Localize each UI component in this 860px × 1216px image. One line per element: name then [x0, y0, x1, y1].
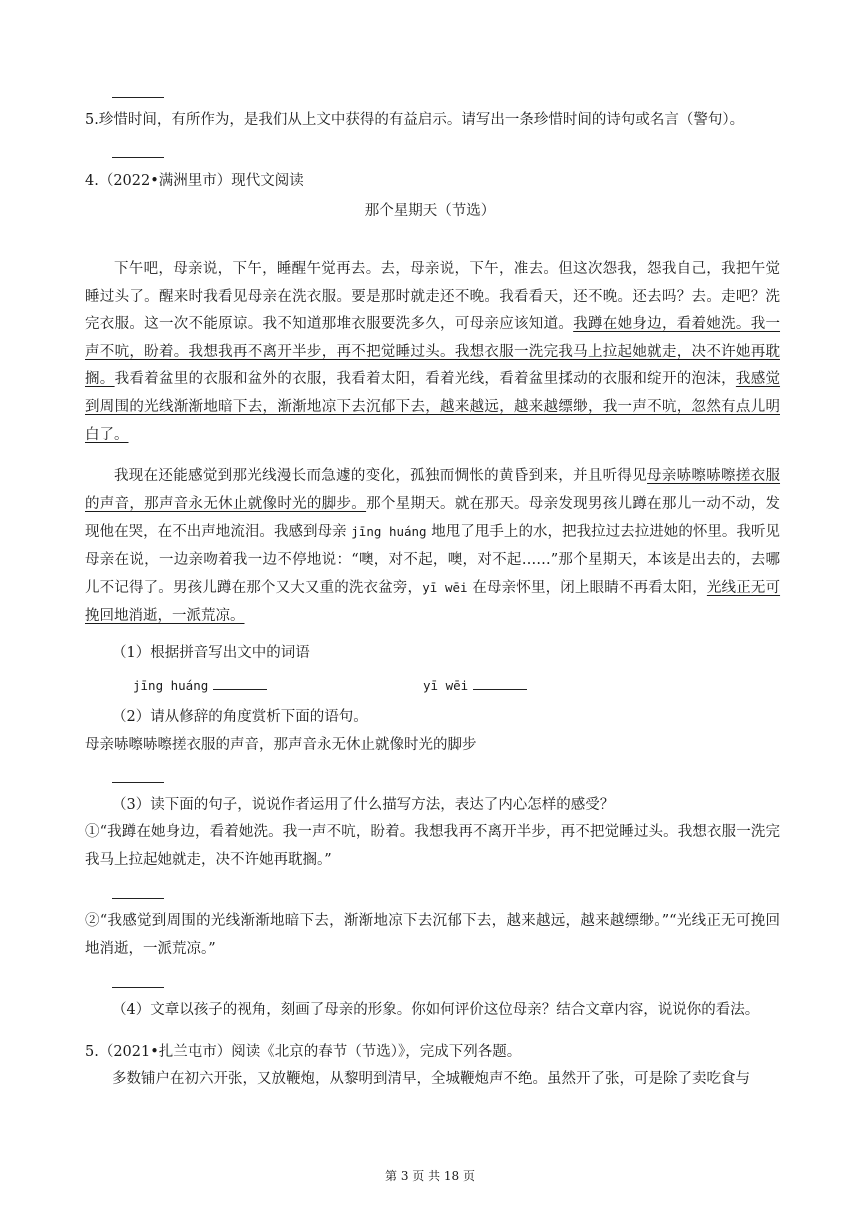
pinyin-text: yī wēi: [423, 678, 469, 693]
sub-question-2-quote: 母亲哧嚓哧嚓搓衣服的声音，那声音永无休止就像时光的脚步: [85, 737, 477, 753]
sub-question-3-item-1: ①“我蹲在她身边，看着她洗。我一声不吭，盼着。我想我再不离开半步，再不把觉睡过头。我想衣服一洗完我马上拉起她就走，决不许她再耽搁。”: [85, 824, 780, 868]
answer-blank: [112, 898, 164, 899]
paragraph-text: 地甩了甩手上的水，把我拉过去拉进她的怀里。我听见母亲在说，一边亲吻着我一边不停地说：“噢，对不起，噢，对不起……”那个星期天，本该是出去的，去哪儿不记得了。男孩儿蹲在那个又大又重的洗衣盆旁，: [85, 524, 781, 597]
question-5-paragraph: 多数铺户在初六开张，又放鞭炮，从黎明到清早，全城鞭炮声不绝。虽然开了张，可是除了卖吃食与: [112, 1071, 750, 1087]
underlined-sentence: 光线正无可挽回地消逝，一派荒凉。: [85, 580, 781, 624]
fill-blank: [213, 675, 267, 690]
sub-question-1: （1）根据拼音写出文中的词语: [112, 645, 310, 661]
paragraph-text: 在母亲怀里，闭上眼睛不再看太阳，: [472, 580, 707, 597]
pinyin-fill-2: [423, 675, 860, 696]
answer-blank: [112, 987, 164, 988]
underlined-sentence: 我感觉到周围的光线渐渐地暗下去，渐渐地凉下去沉郁下去，越来越远，越来越缥缈，我一声不吭，忽然有点儿明白了。: [85, 371, 781, 443]
fill-blank: [473, 675, 527, 690]
passage-paragraph-2: [85, 463, 780, 631]
sub-question-3: （3）读下面的句子，说说作者运用了什么描写方法，表达了内心怎样的感受？: [112, 797, 615, 813]
sub-question-3-item-2: ②“我感觉到周围的光线渐渐地暗下去，渐渐地凉下去沉郁下去，越来越远，越来越缥缈。”“光线正无可挽回地消逝，一派荒凉。”: [85, 913, 780, 957]
sub-question-2: （2）请从修辞的角度赏析下面的语句。: [112, 709, 368, 725]
question-5-header: 5.（2021•扎兰屯市）阅读《北京的春节（节选）》，完成下列各题。: [85, 1044, 522, 1060]
sub-question-4: （4）文章以孩子的视角，刻画了母亲的形象。你如何评价这位母亲？结合文章内容，说说你的看法。: [112, 1002, 760, 1018]
answer-blank: [112, 782, 164, 783]
passage-title: 那个星期天（节选）: [364, 203, 496, 219]
pinyin-text: jīng huáng: [133, 678, 209, 693]
pinyin-text: yī wēi: [422, 580, 468, 596]
passage-paragraph-1: [85, 256, 780, 449]
underlined-sentence: 母亲哧嚓哧嚓搓衣服的声音，那声音永无休止就像时光的脚步。: [85, 468, 781, 512]
question-4-header: 4.（2022•满洲里市）现代文阅读: [85, 173, 304, 189]
answer-blank: [112, 97, 164, 98]
paragraph-text: 我现在还能感觉到那光线漫长而急遽的变化，孤独而惆怅的黄昏到来，并且听得见: [114, 468, 648, 484]
answer-blank: [112, 157, 164, 158]
question-5-prompt: 5.珍惜时间，有所作为，是我们从上文中获得的有益启示。请写出一条珍惜时间的诗句或名言（警句）。: [85, 112, 745, 128]
paragraph-text: 下午吧，母亲说，下午，睡醒午觉再去。去，母亲说，下午，准去。但这次怨我，怨我自己，我把午觉睡过头了。醒来时我看见母亲在洗衣服。要是那时就走还不晚。我看看天，还不晚。还去吗？去。走吧？洗完衣服。这一次不能原谅。我不知道那堆衣服要洗多久，可母亲应该知道。: [85, 261, 780, 333]
paragraph-text: 那个星期天。就在那天。母亲发现男孩儿蹲在那儿一动不动，发现他在哭，在不出声地流泪。我感到母亲: [85, 495, 780, 541]
paragraph-text: 我看着盆里的衣服和盆外的衣服，我看着太阳，看着光线，看着盆里揉动的衣服和绽开的泡沫，: [114, 371, 736, 388]
page-footer: 第 3 页 共 18 页: [385, 1169, 475, 1183]
underlined-sentence: 我蹲在她身边，看着她洗。我一声不吭，盼着。我想我再不离开半步，再不把觉睡过头。我想衣服一洗完我马上拉起她就走，决不许她再耽搁。: [85, 316, 781, 388]
pinyin-text: jīng huáng: [351, 524, 427, 540]
